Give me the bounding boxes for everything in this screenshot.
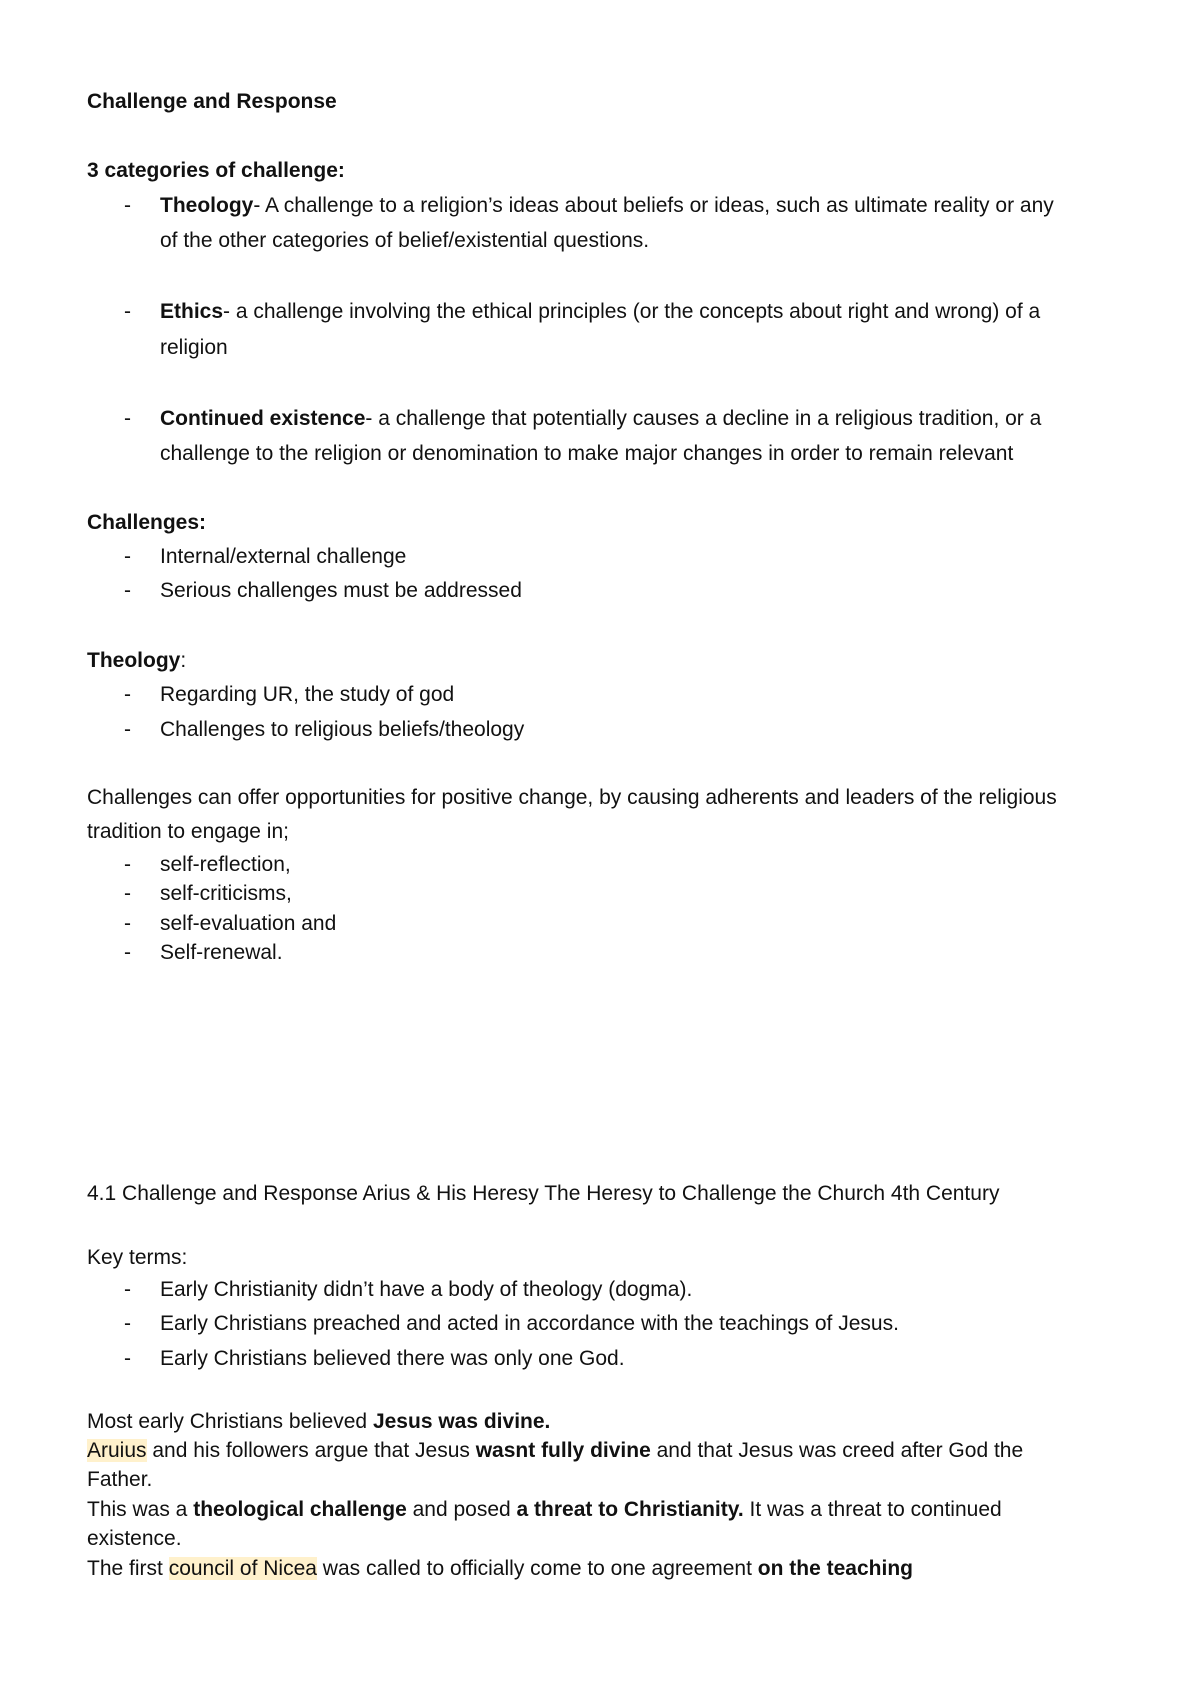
key-terms-heading: Key terms: (87, 1246, 188, 1269)
bullet-dash: - (124, 853, 131, 876)
bullet-dash: - (124, 941, 131, 964)
paragraph-nicea: The first council of Nicea was called to officially come to one agreement on the teaching (87, 1557, 913, 1580)
bullet-dash: - (124, 545, 131, 568)
opportunity-item: Self-renewal. (160, 941, 283, 964)
theology-item: Challenges to religious beliefs/theology (160, 718, 525, 741)
bullet-dash: - (124, 882, 131, 905)
bullet-dash: - (124, 1312, 131, 1335)
category-ethics-line1: Ethics- a challenge involving the ethical principles (or the concepts about right and wrong) of a (160, 300, 1041, 323)
paragraph-jesus-divine: Most early Christians believed Jesus was divine. (87, 1410, 551, 1433)
category-theology-line2: of the other categories of belief/existential questions. (160, 229, 650, 252)
bullet-dash: - (124, 1278, 131, 1301)
paragraph-arius-line1: Aruius and his followers argue that Jesus wasnt fully divine and that Jesus was creed after God the (87, 1439, 1024, 1462)
section2-title: 4.1 Challenge and Response Arius & His Heresy The Heresy to Challenge the Church 4th Century (87, 1182, 1000, 1205)
categories-heading: 3 categories of challenge: (87, 159, 345, 182)
category-theology-line1: Theology- A challenge to a religion’s ideas about beliefs or ideas, such as ultimate reality or any (160, 194, 1054, 217)
highlight-aruius: Aruius (87, 1439, 147, 1462)
bullet-dash: - (124, 407, 131, 430)
bullet-dash: - (124, 1347, 131, 1370)
highlight-council-of-nicea: council of Nicea (168, 1557, 317, 1580)
key-term-item: Early Christians preached and acted in accordance with the teachings of Jesus. (160, 1312, 899, 1335)
key-term-item: Early Christianity didn’t have a body of theology (dogma). (160, 1278, 693, 1301)
bullet-dash: - (124, 300, 131, 323)
challenges-heading: Challenges: (87, 511, 207, 534)
category-ethics-line2: religion (160, 336, 228, 359)
bullet-dash: - (124, 579, 131, 602)
key-term-item: Early Christians believed there was only one God. (160, 1347, 625, 1370)
challenges-item: Serious challenges must be addressed (160, 579, 522, 602)
bullet-dash: - (124, 194, 131, 217)
challenges-item: Internal/external challenge (160, 545, 407, 568)
category-continued-existence-line2: challenge to the religion or denomination to make major changes in order to remain relevant (160, 442, 1014, 465)
bullet-dash: - (124, 718, 131, 741)
opportunities-paragraph-line1: Challenges can offer opportunities for positive change, by causing adherents and leaders of the religious (87, 786, 1057, 809)
bullet-dash: - (124, 683, 131, 706)
theology-item: Regarding UR, the study of god (160, 683, 455, 706)
opportunity-item: self-criticisms, (160, 882, 292, 905)
category-continued-existence-line1: Continued existence- a challenge that potentially causes a decline in a religious tradition, or a (160, 407, 1042, 430)
bullet-dash: - (124, 912, 131, 935)
opportunities-paragraph-line2: tradition to engage in; (87, 820, 289, 843)
paragraph-threat-line2: existence. (87, 1527, 182, 1550)
opportunity-item: self-reflection, (160, 853, 291, 876)
section1-title: Challenge and Response (87, 90, 337, 113)
theology-heading: Theology: (87, 649, 187, 672)
paragraph-arius-line2: Father. (87, 1468, 153, 1491)
paragraph-threat-line1: This was a theological challenge and posed a threat to Christianity. It was a threat to continued (87, 1498, 1002, 1521)
opportunity-item: self-evaluation and (160, 912, 337, 935)
